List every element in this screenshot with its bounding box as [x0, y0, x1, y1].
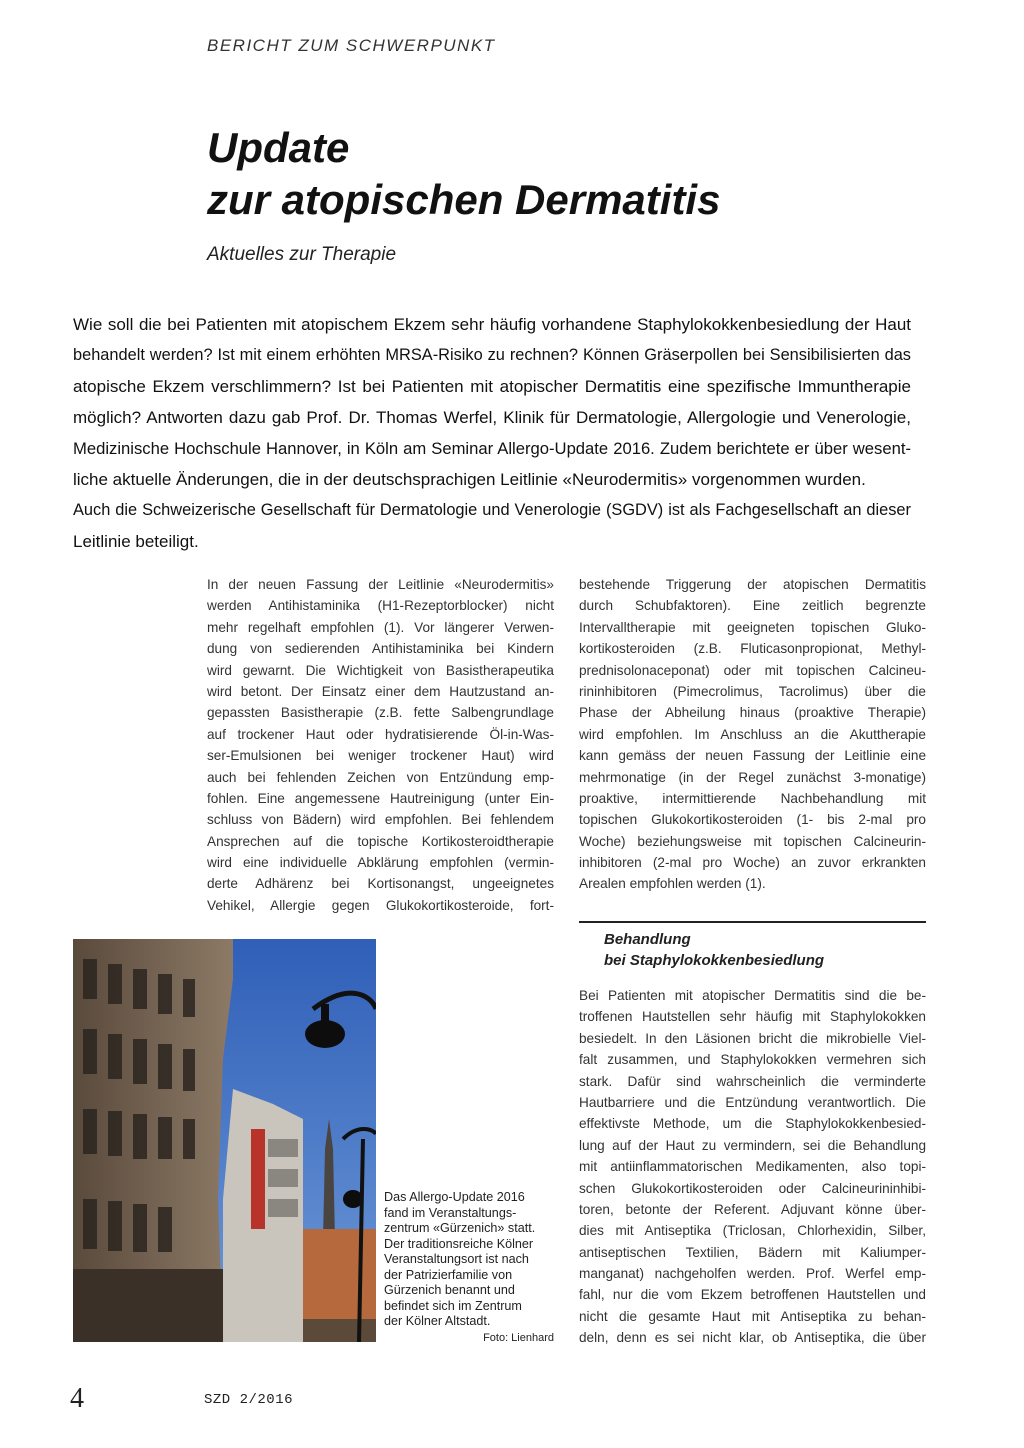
body-line: proaktive, intermittierende Nachbehandlung mit	[579, 790, 926, 806]
body-line: In der neuen Fassung der Leitlinie «Neurodermitis»	[207, 577, 554, 592]
gurzenich-photo	[73, 939, 376, 1342]
body-line: fahl, nur die vom Ekzem betroffenen Hautstellen und	[579, 1287, 926, 1303]
article-title	[207, 122, 720, 226]
body-line: mit antiinflammatorischen Medikamenten, also topi-	[579, 1159, 926, 1175]
body-line: gepassten Basistherapie (z.B. fette Salbengrundlage	[207, 705, 554, 721]
caption-line: fand im Veranstaltungs-	[384, 1205, 517, 1220]
body-line: derte Adhärenz bei Kortisonangst, ungeeignetes	[207, 876, 554, 892]
body-line: troffenen Hautstellen sehr häufig mit Staphylokokken	[579, 1009, 926, 1025]
body-line: Arealen empfohlen werden (1).	[579, 876, 766, 892]
body-line: dung von sedierenden Antihistaminika bei Kindern	[207, 641, 554, 657]
body-line: toren, betonte der Referent. Adjuvant könne über-	[579, 1201, 926, 1217]
lead-line: möglich? Antworten dazu gab Prof. Dr. Thomas Werfel, Klinik für Dermatologie, Allergologie und Venerologie,	[73, 408, 911, 427]
lead-line: Leitlinie beteiligt.	[73, 532, 199, 551]
body-line: durch Schubfaktoren). Eine zeitlich begrenzte	[579, 598, 926, 614]
caption-line: Der traditionsreiche Kölner	[384, 1236, 534, 1251]
caption-line: der Patrizierfamilie von	[384, 1267, 513, 1282]
body-line: mehrmonatige (in der Regel zunächst 3-monatige)	[579, 769, 926, 785]
body-line: werden Antihistaminika (H1-Rezeptorblocker) nicht	[207, 598, 554, 614]
body-line: kortikosteroiden (z.B. Fluticasonpropionat, Methyl-	[579, 641, 926, 657]
caption-line: Das Allergo-Update 2016	[384, 1190, 525, 1204]
body-line: bestehende Triggerung der atopischen Dermatitis	[579, 577, 926, 592]
article-subtitle: Aktuelles zur Therapie	[207, 244, 397, 265]
body-line: deln, denn es sei nicht klar, ob Antiseptika, die über	[579, 1330, 926, 1346]
journal-issue: SZD 2/2016	[204, 1392, 294, 1408]
caption-line: der Kölner Altstadt.	[384, 1314, 491, 1328]
title-line-2: zur atopischen Dermatitis	[207, 176, 721, 223]
caption-line: zentrum «Gürzenich» statt.	[384, 1221, 536, 1235]
body-line: kann gemäss der neuen Fassung der Leitlinie eine	[579, 748, 926, 764]
body-line: schluss von Bädern) wird empfohlen. Bei fehlendem	[207, 812, 554, 828]
subheading-line-2: bei Staphylokokkenbesiedlung	[604, 952, 825, 969]
body-line: antiseptischen Textilien, Bädern mit Kaliumper-	[579, 1244, 926, 1260]
body-line: dies mit Antiseptika (Triclosan, Chlorhexidin, Silber,	[579, 1223, 926, 1239]
body-line: manganat) nachgeholfen werden. Prof. Werfel emp-	[579, 1266, 926, 1282]
body-line: Hautbarriere und die Entzündung verantwortlich. Die	[579, 1094, 926, 1110]
body-line: Bei Patienten mit atopischer Dermatitis sind die be-	[579, 988, 926, 1003]
body-line: prednisolonaceponat) oder mit topischen Calcineu-	[579, 662, 926, 678]
body-line: falt zusammen, und Staphylokokken vermehren sich	[579, 1052, 926, 1068]
body-line: stark. Dafür sind wahrscheinlich die verminderte	[579, 1073, 926, 1089]
body-line: auch bei fehlenden Zeichen von Entzündung emp-	[207, 769, 554, 785]
subheading-line-1: Behandlung	[604, 931, 691, 948]
body-line: topischen Glukokortikosteroiden (1- bis 2-mal pro	[579, 812, 926, 828]
body-column-1	[207, 574, 554, 916]
lead-line: atopische Ekzem verschlimmern? Ist bei Patienten mit atopischer Dermatitis eine spezifische Immuntherapie	[73, 377, 911, 396]
body-line: mehr regelhaft empfohlen (1). Vor längerer Verwen-	[207, 619, 554, 635]
body-line: wird betont. Der Einsatz einer dem Hautzustand an-	[207, 683, 554, 699]
body-line: fohlen. Eine angemessene Hautreinigung (unter Ein-	[207, 790, 554, 806]
body-line: auf trockener Haut oder hydratisierende Öl-in-Was-	[207, 726, 554, 742]
caption-line: Gürzenich benannt und	[384, 1283, 515, 1297]
subhead-rule	[579, 921, 926, 923]
title-line-1: Update	[207, 124, 350, 171]
body-line: inhibitoren (2-mal pro Woche) an zuvor erkrankten	[579, 855, 926, 871]
body-column-2	[579, 574, 926, 895]
body-line: Phase der Abheilung hinaus (proaktive Therapie)	[579, 705, 926, 721]
subheading	[604, 929, 824, 971]
body-line: wird empfohlen. Im Anschluss an die Akuttherapie	[579, 726, 926, 742]
body-line: Woche) beziehungsweise mit topischen Calcineurin-	[579, 833, 926, 849]
lead-line: Medizinische Hochschule Hannover, in Köln am Seminar Allergo-Update 2016. Zudem berichtete er über wesent-	[73, 439, 911, 458]
figure-caption	[384, 1190, 554, 1346]
caption-line: befindet sich im Zentrum	[384, 1298, 522, 1313]
body-line: rininhibitoren (Pimecrolimus, Tacrolimus) über die	[579, 683, 926, 699]
lead-line: liche aktuelle Änderungen, die in der deutschsprachigen Leitlinie «Neurodermitis» vorgenommen wurden.	[73, 470, 866, 489]
section-label: BERICHT ZUM SCHWERPUNKT	[207, 36, 496, 55]
body-line: Intervalltherapie mit geeigneten topischen Gluko-	[579, 619, 926, 635]
body-column-3	[579, 985, 926, 1349]
body-line: Vehikel, Allergie gegen Glukokortikosteroide, fort-	[207, 897, 554, 913]
body-line: wird eine individuelle Abklärung empfohlen (vermin-	[207, 855, 554, 871]
lead-line: behandelt werden? Ist mit einem erhöhten MRSA-Risiko zu rechnen? Können Gräserpollen bei Sensibilisierten das	[73, 346, 911, 364]
body-line: effektivste Methode, um die Staphylokokkenbesied-	[579, 1116, 926, 1132]
page-number: 4	[70, 1383, 84, 1414]
lead-paragraph	[73, 309, 911, 557]
caption-line: Veranstaltungsort ist nach	[384, 1252, 529, 1266]
body-line: Ansprechen auf die topische Kortikosteroidtherapie	[207, 833, 554, 849]
body-line: lung auf der Haut zu vermindern, sei die Behandlung	[579, 1137, 926, 1153]
body-line: nicht die gesamte Haut mit Antiseptika zu behan-	[579, 1308, 926, 1324]
photo-credit: Foto: Lienhard	[483, 1331, 554, 1344]
body-line: wird gewarnt. Die Wichtigkeit von Basistherapeutika	[207, 662, 554, 678]
body-line: ser-Emulsionen bei weniger trockener Haut) wird	[207, 748, 554, 764]
lead-line: Auch die Schweizerische Gesellschaft für Dermatologie und Venerologie (SGDV) ist als Fachgesellschaft an dieser	[73, 501, 911, 519]
body-line: schen Glukokortikosteroiden oder Calcineurininhibi-	[579, 1180, 926, 1196]
body-line: besiedelt. In den Läsionen bricht die mikrobielle Viel-	[579, 1030, 926, 1046]
lead-line: Wie soll die bei Patienten mit atopischem Ekzem sehr häufig vorhandene Staphylokokkenbesiedlung der Haut	[73, 315, 911, 334]
